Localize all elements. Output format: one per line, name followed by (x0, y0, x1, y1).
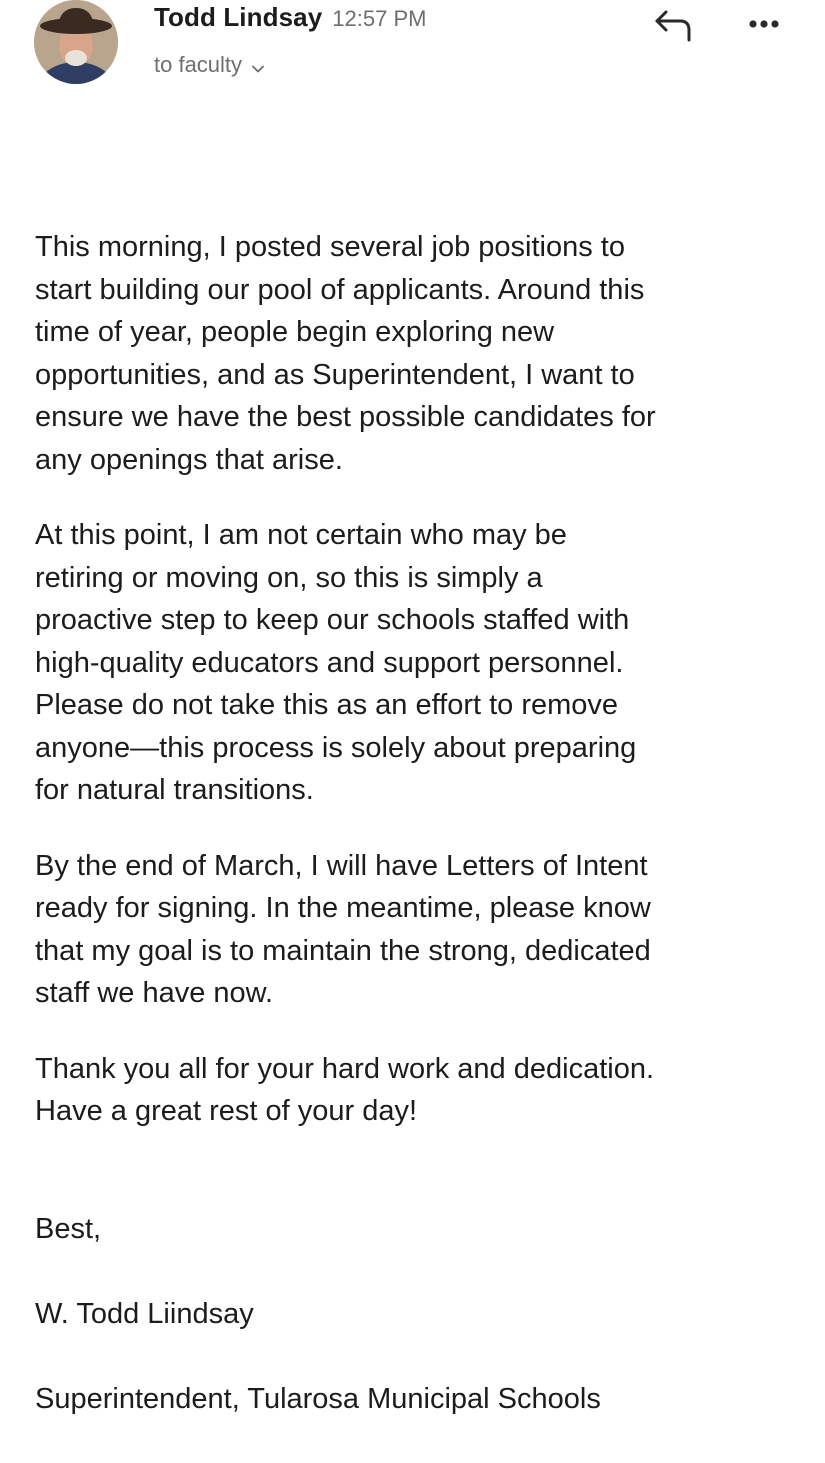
recipient-label: to faculty (154, 52, 242, 77)
reply-icon (652, 6, 696, 46)
body-paragraph-4: Thank you all for your hard work and dedication. Have a great rest of your day! (35, 1048, 815, 1133)
body-paragraph-1: This morning, I posted several job positions to start building our pool of applicants. Around this time of year, people begin exploring new opportunities, and as Superintendent, I want to ensure we have the best possible candidates for any openings that arise. (35, 226, 815, 481)
message-time: 12:57 PM (332, 6, 426, 31)
signature-title: Superintendent, Tularosa Municipal Schools (35, 1378, 815, 1421)
body-paragraph-2: At this point, I am not certain who may be retiring or moving on, so this is simply a proactive step to keep our schools staffed with high-quality educators and support personnel. Please do not take this as an effort to remove anyone—this process is solely about preparing for natural transitions. (35, 514, 815, 812)
sender-name[interactable]: Todd Lindsay (154, 2, 322, 32)
avatar-image (34, 0, 118, 84)
more-options-button[interactable] (744, 10, 788, 38)
closing-line: Best, (35, 1208, 815, 1251)
body-paragraph-3: By the end of March, I will have Letters of Intent ready for signing. In the meantime, please know that my goal is to maintain the strong, dedicated staff we have now. (35, 845, 815, 1015)
signature-block (35, 1166, 815, 1463)
sender-avatar[interactable] (34, 0, 118, 84)
signature-name: W. Todd Liindsay (35, 1293, 815, 1336)
sender-line (154, 2, 426, 33)
more-options-icon (744, 10, 788, 38)
message-body (35, 226, 815, 1463)
message-header (0, 0, 825, 100)
chevron-down-icon (252, 53, 264, 79)
recipient-dropdown[interactable] (154, 52, 264, 79)
reply-button[interactable] (652, 6, 696, 46)
